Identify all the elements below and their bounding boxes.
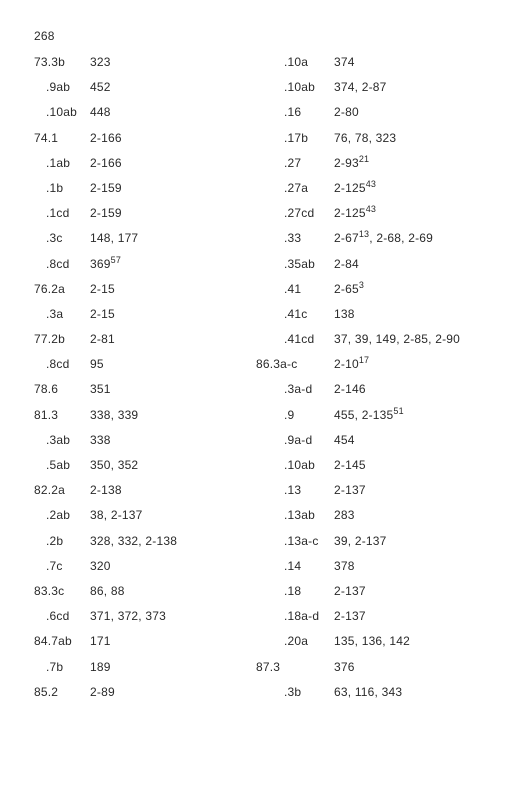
entry-locus: .13	[284, 483, 302, 498]
entry-refs: 338	[90, 432, 111, 447]
entry-locus: .27a	[284, 180, 309, 195]
entry-refs: 39, 2-137	[334, 533, 387, 548]
entry-locus: .14	[284, 558, 302, 573]
footnote-marker: 13	[358, 229, 370, 240]
entry-locus: .2ab	[46, 508, 71, 523]
entry-refs: 135, 136, 142	[334, 634, 411, 649]
entry-refs: 328, 332, 2-138	[90, 533, 178, 548]
entry-refs: 2-159	[90, 180, 122, 195]
entry-locus: .5ab	[46, 458, 71, 472]
entry-locus: .10ab	[284, 80, 316, 95]
entry-locus: .6cd	[46, 609, 70, 624]
entry-locus: 83.3c	[34, 583, 65, 598]
entry-refs: $2-125^{43}$	[334, 204, 377, 221]
footnote-marker: 17	[358, 355, 370, 366]
entry-locus: 87.3	[256, 659, 281, 674]
entry-locus: 77.2b	[34, 332, 66, 347]
entry-locus: 74.1	[34, 130, 59, 145]
entry-locus: 82.2a	[34, 483, 66, 498]
entry-locus: .27cd	[284, 206, 315, 221]
entry-locus: .18	[284, 583, 302, 598]
entry-locus: .27	[284, 155, 302, 170]
entry-refs: 76, 78, 323	[334, 130, 397, 145]
entry-locus: .8cd	[46, 357, 70, 372]
entry-refs: 37, 39, 149, 2-85, 2-90	[334, 332, 461, 347]
entry-locus: .3c	[46, 231, 63, 246]
entry-refs: 189	[90, 659, 111, 674]
footnote-marker: 43	[365, 178, 377, 189]
entry-locus: .33	[284, 231, 302, 246]
entry-locus: 78.6	[34, 382, 59, 397]
entry-locus: .16	[284, 105, 302, 120]
entry-refs: 2-137	[334, 583, 366, 598]
entry-locus: .9ab	[46, 80, 71, 95]
entry-refs: 2-166	[90, 155, 122, 170]
entry-locus: .10ab	[284, 458, 316, 472]
entry-refs: 95	[90, 357, 104, 372]
entry-refs: 38, 2-137	[90, 508, 143, 523]
entry-refs: $2-10^{17}$	[334, 355, 370, 372]
page-number: 268	[34, 29, 55, 43]
entry-refs: 2-81	[90, 332, 115, 347]
entry-locus: .3a	[46, 306, 64, 321]
entry-locus: .41	[284, 281, 302, 296]
entry-locus: .2b	[46, 533, 64, 548]
entry-locus: .35ab	[284, 256, 316, 271]
entry-refs: 148, 177	[90, 231, 139, 246]
entry-locus: .9	[284, 407, 295, 422]
entry-refs: 2-80	[334, 105, 359, 120]
entry-refs: 2-15	[90, 281, 115, 296]
entry-refs: 2-166	[90, 130, 122, 145]
entry-refs: 374	[334, 55, 355, 69]
footnote-marker: 43	[365, 204, 377, 215]
entry-refs: 455, $2-135^{51}$	[334, 405, 404, 422]
entry-locus: 84.7ab	[34, 634, 72, 649]
entry-refs: 323	[90, 55, 111, 69]
entry-refs: 374, 2-87	[334, 80, 387, 95]
entry-locus: .3a-d	[284, 382, 313, 397]
entry-refs: 371, 372, 373	[90, 609, 167, 624]
entry-locus: .10a	[284, 55, 309, 69]
entry-refs: 63, 116, 343	[334, 684, 403, 699]
entry-refs: 378	[334, 558, 355, 573]
entry-locus: .7c	[46, 558, 63, 573]
entry-refs: $369^{57}$	[90, 254, 122, 271]
footnote-marker: 57	[110, 254, 122, 265]
entry-refs: 2-146	[334, 382, 366, 397]
entry-locus: .41cd	[284, 332, 315, 347]
entry-locus: .17b	[284, 130, 309, 145]
entry-refs: 2-145	[334, 458, 366, 472]
entry-locus: .3b	[284, 684, 302, 699]
entry-locus: .41c	[284, 306, 308, 321]
entry-refs: 2-138	[90, 483, 122, 498]
entry-refs: $2-125^{43}$	[334, 178, 377, 195]
footnote-marker: 21	[358, 153, 370, 164]
entry-refs: $2-65^3$	[334, 279, 365, 296]
entry-refs: 2-159	[90, 206, 122, 221]
entry-refs: 454	[334, 432, 355, 447]
entry-refs: 2-137	[334, 609, 366, 624]
entry-refs: 320	[90, 558, 111, 573]
entry-refs: $2-67^{13}$, 2-68, 2-69	[334, 229, 434, 246]
entry-refs: 338, 339	[90, 407, 139, 422]
entry-locus: .20a	[284, 634, 309, 649]
entry-locus: .3ab	[46, 432, 71, 447]
entry-locus: .13ab	[284, 508, 316, 523]
entry-locus: .7b	[46, 659, 64, 674]
entry-locus: 73.3b	[34, 55, 66, 69]
entry-refs: 2-84	[334, 256, 359, 271]
footnote-marker: 3	[358, 279, 365, 290]
entry-locus: 86.3a-c	[256, 357, 298, 372]
entry-refs: $2-93^{21}$	[334, 153, 370, 170]
entry-refs: 2-15	[90, 306, 115, 321]
entry-refs: 452	[90, 80, 111, 95]
entry-locus: .9a-d	[284, 432, 313, 447]
entry-refs: 351	[90, 382, 111, 397]
entry-refs: 2-89	[90, 684, 115, 699]
entry-refs: 2-137	[334, 483, 366, 498]
entry-locus: .10ab	[46, 105, 78, 120]
entry-refs: 171	[90, 634, 111, 649]
entry-locus: .1ab	[46, 155, 71, 170]
entry-locus: 81.3	[34, 407, 59, 422]
entry-refs: 448	[90, 105, 111, 120]
entry-refs: 138	[334, 306, 355, 321]
entry-refs: 86, 88	[90, 583, 125, 598]
entry-locus: 76.2a	[34, 281, 66, 296]
entry-locus: .1cd	[46, 206, 70, 221]
entry-locus: .8cd	[46, 256, 70, 271]
entry-refs: 376	[334, 659, 355, 674]
entry-locus: .18a-d	[284, 609, 320, 624]
entry-refs: 283	[334, 508, 355, 523]
entry-locus: .1b	[46, 180, 64, 195]
entry-refs: 350, 352	[90, 458, 139, 472]
entry-locus: 85.2	[34, 684, 59, 699]
footnote-marker: 51	[393, 405, 404, 416]
entry-locus: .13a-c	[284, 533, 319, 548]
